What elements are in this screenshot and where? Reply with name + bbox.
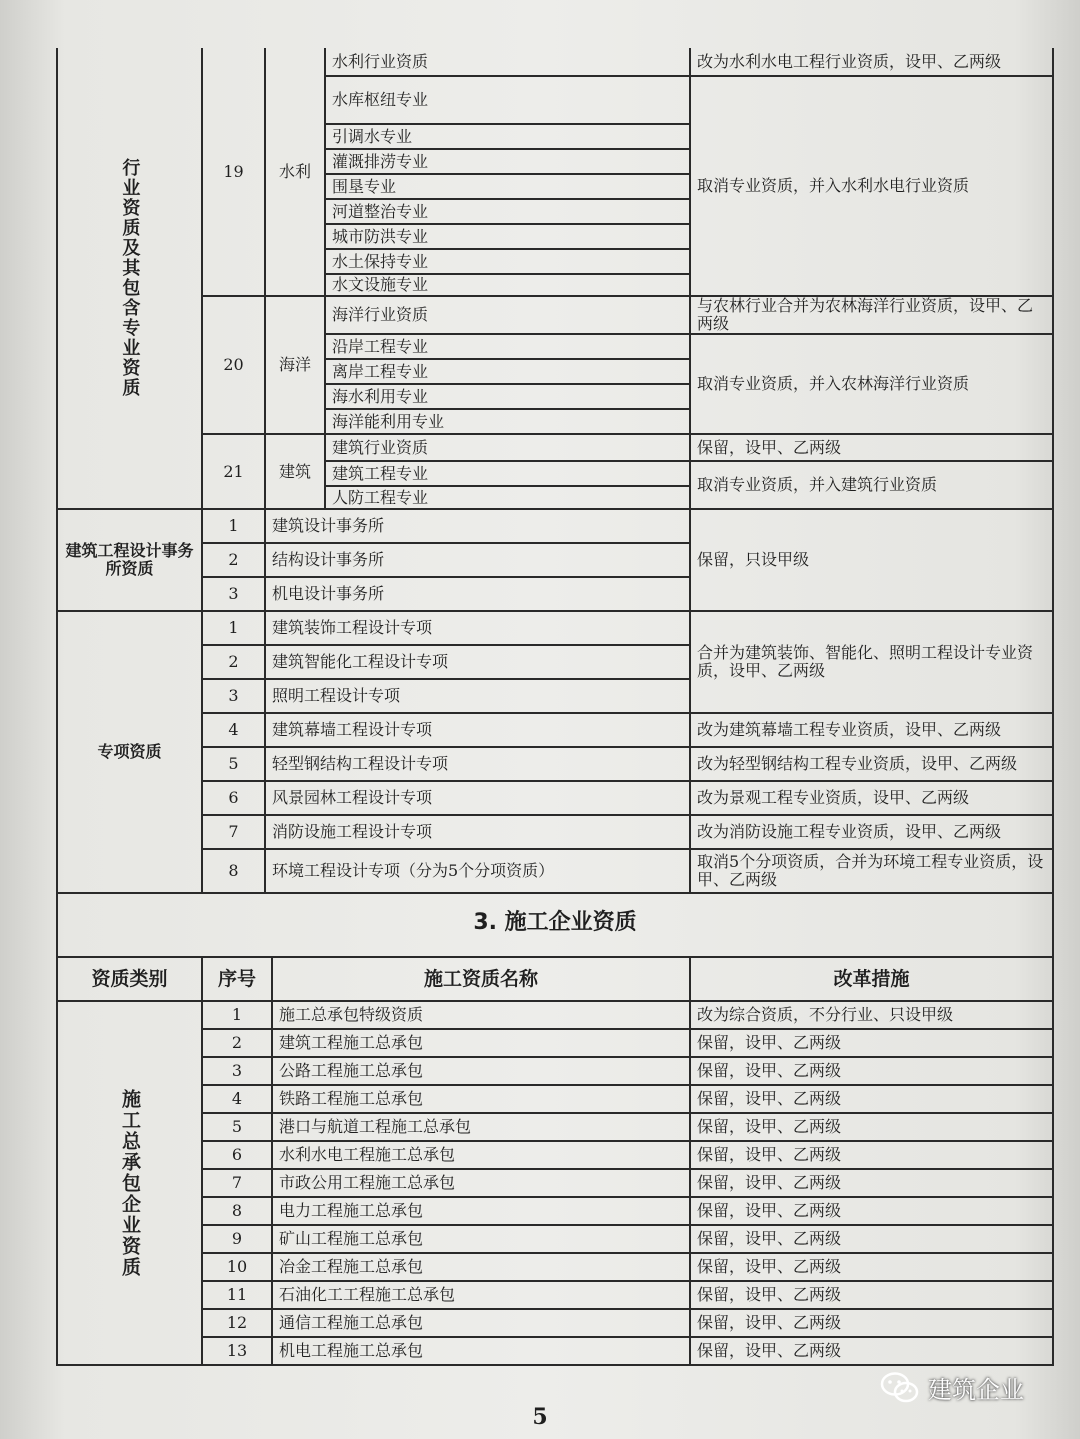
table-row-measure: 改为轻型钢结构工程专业资质，设甲、乙两级: [690, 747, 1053, 781]
row-no: 5: [202, 1113, 272, 1141]
table-row-name: 建筑智能化工程设计专项: [265, 645, 690, 679]
table-row-name: 人防工程专业: [325, 486, 690, 509]
table-row-name: 水利行业资质: [325, 48, 690, 76]
table-row-measure: 改为建筑幕墙工程专业资质，设甲、乙两级: [690, 713, 1053, 747]
table-row-name: 海洋能利用专业: [325, 409, 690, 434]
header-name: 施工资质名称: [272, 957, 690, 1001]
group-field-19: 水利: [265, 48, 325, 296]
header-no: 序号: [202, 957, 272, 1001]
table-row-name: 照明工程设计专项: [265, 679, 690, 713]
category-special-label: 专项资质: [97, 742, 162, 762]
table-row-measure: 保留，设甲、乙两级: [690, 1337, 1053, 1365]
row-no: 2: [202, 645, 265, 679]
table-row-name: 矿山工程施工总承包: [272, 1225, 690, 1253]
table-row-name: 轻型钢结构工程设计专项: [265, 747, 690, 781]
row-no: 4: [202, 1085, 272, 1113]
table-row-name: 沿岸工程专业: [325, 334, 690, 359]
table-row-measure: 改为景观工程专业资质，设甲、乙两级: [690, 781, 1053, 815]
category-industry-label: 行业资质及其包含专业资质: [119, 158, 141, 398]
table-row-measure: 保留，设甲、乙两级: [690, 1281, 1053, 1309]
row-no: 6: [202, 781, 265, 815]
table-row-name: 建筑设计事务所: [265, 509, 690, 543]
table-row-name: 市政公用工程施工总承包: [272, 1169, 690, 1197]
section-title: 3. 施工企业资质: [473, 910, 637, 935]
table-row-name: 结构设计事务所: [265, 543, 690, 577]
table-row-name: 围垦专业: [325, 174, 690, 199]
table-row-name: 建筑装饰工程设计专项: [265, 611, 690, 645]
table-row-name: 电力工程施工总承包: [272, 1197, 690, 1225]
table-row-name: 灌溉排涝专业: [325, 149, 690, 174]
watermark: [880, 1370, 1024, 1405]
table-row-name: 建筑工程施工总承包: [272, 1029, 690, 1057]
category-general-label: 施工总承包企业资质: [118, 1088, 141, 1278]
merged-measure-special: 合并为建筑装饰、智能化、照明工程设计专业资质，设甲、乙两级: [690, 611, 1053, 713]
row-no: 9: [202, 1225, 272, 1253]
table-row-name: 水库枢纽专业: [325, 76, 690, 124]
row-no: 8: [202, 1197, 272, 1225]
row-no: 2: [202, 1029, 272, 1057]
row-no: 1: [202, 611, 265, 645]
merged-measure-21: 取消专业资质，并入建筑行业资质: [690, 461, 1053, 509]
table-row-measure: 保留，设甲、乙两级: [690, 1197, 1053, 1225]
table-row-name: 机电工程施工总承包: [272, 1337, 690, 1365]
header-measure: 改革措施: [690, 957, 1053, 1001]
group-no-19: 19: [202, 48, 265, 296]
table-row-measure: 保留，设甲、乙两级: [690, 434, 1053, 461]
table-row-name: 海洋行业资质: [325, 296, 690, 334]
table-row-name: 施工总承包特级资质: [272, 1001, 690, 1029]
group-field-21: 建筑: [265, 434, 325, 509]
table-row-name: 铁路工程施工总承包: [272, 1085, 690, 1113]
table-row-name: 建筑幕墙工程设计专项: [265, 713, 690, 747]
table-row-name: 建筑行业资质: [325, 434, 690, 461]
category-cell-firm: [57, 509, 202, 611]
table-row-measure: 保留，设甲、乙两级: [690, 1057, 1053, 1085]
table-row-name: 消防设施工程设计专项: [265, 815, 690, 849]
group-no-20: 20: [202, 296, 265, 434]
header-category: 资质类别: [57, 957, 202, 1001]
table-row-measure: 取消5个分项资质，合并为环境工程专业资质，设甲、乙两级: [690, 849, 1053, 893]
row-no: 2: [202, 543, 265, 577]
table-row-measure: 改为水利水电工程行业资质，设甲、乙两级: [690, 48, 1053, 76]
table-row-name: 通信工程施工总承包: [272, 1309, 690, 1337]
table-row-name: 水文设施专业: [325, 274, 690, 296]
merged-measure-20: 取消专业资质，并入农林海洋行业资质: [690, 334, 1053, 434]
table-row-measure: 保留，设甲、乙两级: [690, 1253, 1053, 1281]
row-no: 3: [202, 679, 265, 713]
table-row-measure: 改为消防设施工程专业资质，设甲、乙两级: [690, 815, 1053, 849]
table-row-name: 水土保持专业: [325, 249, 690, 274]
group-field-20: 海洋: [265, 296, 325, 434]
table-row-name: 水利水电工程施工总承包: [272, 1141, 690, 1169]
table-row-name: 建筑工程专业: [325, 461, 690, 486]
row-no: 12: [202, 1309, 272, 1337]
category-cell-general: [57, 1001, 202, 1365]
row-no: 13: [202, 1337, 272, 1365]
category-cell-special: [57, 611, 202, 893]
row-no: 10: [202, 1253, 272, 1281]
table-row-measure: 改为综合资质，不分行业、只设甲级: [690, 1001, 1053, 1029]
row-no: 4: [202, 713, 265, 747]
row-no: 7: [202, 815, 265, 849]
table-row-name: 机电设计事务所: [265, 577, 690, 611]
table-row-name: 离岸工程专业: [325, 359, 690, 384]
merged-measure-19: 取消专业资质，并入水利水电行业资质: [690, 76, 1053, 296]
row-no: 8: [202, 849, 265, 893]
row-no: 11: [202, 1281, 272, 1309]
row-no: 7: [202, 1169, 272, 1197]
table-row-measure: 与农林行业合并为农林海洋行业资质，设甲、乙两级: [690, 296, 1053, 334]
table-row-measure: 保留，设甲、乙两级: [690, 1169, 1053, 1197]
section-title-band: [56, 890, 1054, 956]
qualification-table-lower: [56, 956, 1054, 1366]
group-no-21: 21: [202, 434, 265, 509]
table-row-measure: 保留，设甲、乙两级: [690, 1225, 1053, 1253]
table-row-measure: 保留，设甲、乙两级: [690, 1141, 1053, 1169]
qualification-table-upper: [56, 48, 1054, 894]
row-no: 5: [202, 747, 265, 781]
firm-measure: 保留，只设甲级: [690, 509, 1053, 611]
table-row-measure: 保留，设甲、乙两级: [690, 1085, 1053, 1113]
table-row-measure: 保留，设甲、乙两级: [690, 1029, 1053, 1057]
category-firm-label: 建筑工程设计事务所资质: [65, 541, 194, 578]
table-row-measure: 保留，设甲、乙两级: [690, 1309, 1053, 1337]
table-row-name: 港口与航道工程施工总承包: [272, 1113, 690, 1141]
row-no: 1: [202, 1001, 272, 1029]
table-row-name: 公路工程施工总承包: [272, 1057, 690, 1085]
row-no: 3: [202, 577, 265, 611]
page-number: 5: [532, 1404, 548, 1430]
wechat-icon: [880, 1371, 920, 1405]
table-row-measure: 保留，设甲、乙两级: [690, 1113, 1053, 1141]
table-row-name: 海水利用专业: [325, 384, 690, 409]
row-no: 3: [202, 1057, 272, 1085]
row-no: 1: [202, 509, 265, 543]
table-row-name: 冶金工程施工总承包: [272, 1253, 690, 1281]
table-row-name: 河道整治专业: [325, 199, 690, 224]
watermark-text: 建筑企业: [928, 1376, 1024, 1404]
row-no: 6: [202, 1141, 272, 1169]
table-row-name: 风景园林工程设计专项: [265, 781, 690, 815]
table-row-name: 引调水专业: [325, 124, 690, 149]
table-row-name: 石油化工工程施工总承包: [272, 1281, 690, 1309]
table-row-name: 城市防洪专业: [325, 224, 690, 249]
table-row-name: 环境工程设计专项（分为5个分项资质）: [265, 849, 690, 893]
category-cell-industry: [57, 48, 202, 509]
